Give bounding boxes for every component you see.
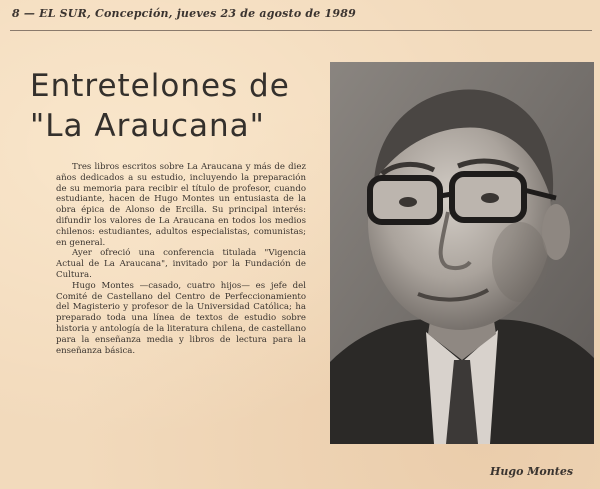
article-paragraph-1: Tres libros escritos sobre La Araucana y más de diez años dedicados a su estudio, incluyendo la preparación de su memoria para recibir el título de profesor, cuando estudiante, hacen de Hugo Montes un entusiasta de la obra épica de Alonso de Ercilla. Su principal interés: difundir los valores de La Araucana en todos los medios chilenos: estudiantes, adultos especialistas, comunistas; en general. [56, 162, 306, 248]
article-paragraph-3: Hugo Montes —casado, cuatro hijos— es jefe del Comité de Castellano del Centro de Perfeccionamiento del Magisterio y profesor de la Universidad Católica; ha preparado toda una línea de textos de estudio sobre historia y antología de la literatura chilena, de castellano para la enseñanza media y libros de lectura para la enseñanza básica. [56, 280, 306, 356]
article-paragraph-2: Ayer ofreció una conferencia titulada "Vigencia Actual de La Araucana", invitado por la Fundación de Cultura. [56, 248, 306, 280]
article-title-line-1: Entretelones de [30, 68, 290, 104]
article-title [30, 66, 320, 146]
header-rule [10, 30, 592, 31]
newspaper-header: 8 — EL SUR, Concepción, jueves 23 de agosto de 1989 [12, 7, 356, 20]
portrait-photo [330, 62, 594, 444]
portrait-illustration [330, 62, 594, 444]
article-body [56, 162, 306, 356]
article-title-line-2: "La Araucana" [30, 108, 265, 144]
photo-caption: Hugo Montes [490, 465, 574, 478]
